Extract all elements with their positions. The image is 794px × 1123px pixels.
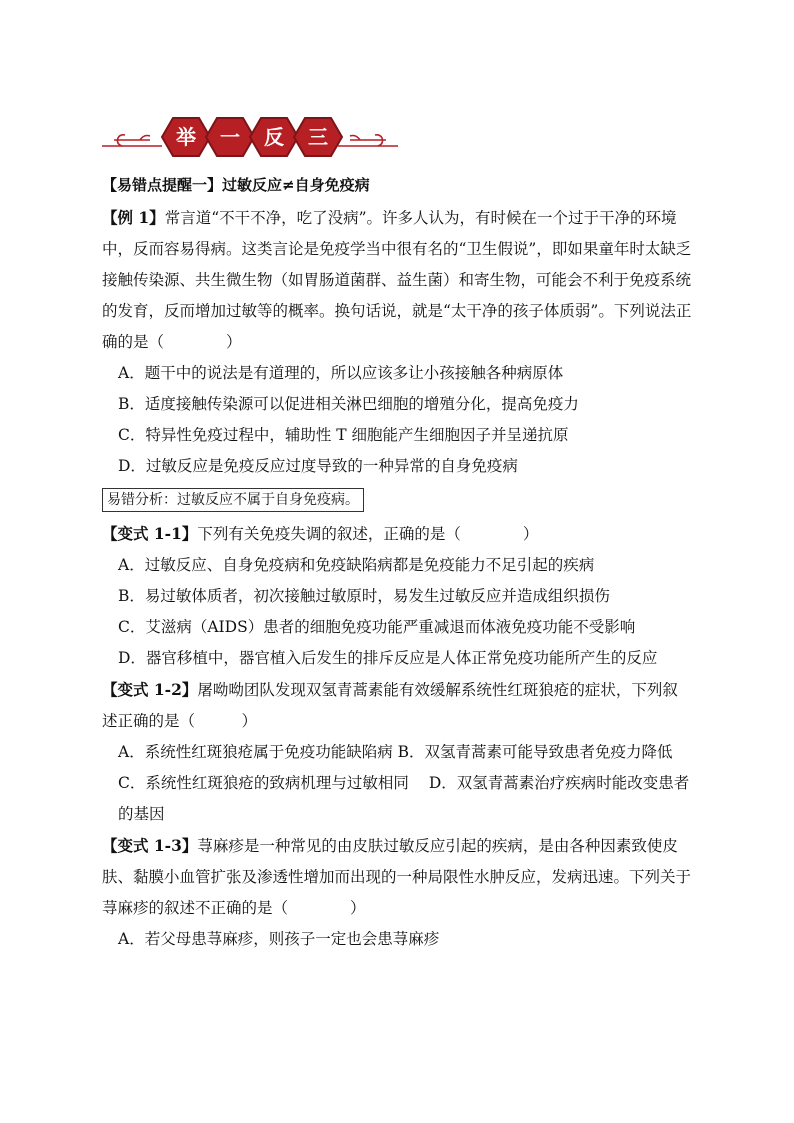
option-c: C．系统性红斑狼疮的致病机理与过敏相同 (118, 774, 409, 792)
banner-char-2: 一 (220, 125, 240, 149)
option-c: C．特异性免疫过程中，辅助性 T 细胞能产生细胞因子并呈递抗原 (118, 426, 569, 444)
left-ornament (102, 135, 162, 146)
option-c: C．艾滋病（AIDS）患者的细胞免疫功能严重减退而体液免疫功能不受影响 (118, 618, 636, 636)
question-tag: 【变式 1-3】 (102, 836, 198, 855)
banner-char-3: 反 (264, 125, 284, 149)
question-stem (102, 518, 692, 550)
option-d: D．器官移植中，器官植入后发生的排斥反应是人体正常免疫功能所产生的反应 (118, 649, 658, 667)
question-tag: 【例 1】 (102, 208, 165, 227)
banner-graphic (100, 112, 400, 162)
question-stem (102, 202, 692, 358)
variant-1-2 (102, 674, 692, 830)
option-d: D．双氢青蒿素治疗疾病时能改变患者的基因 (118, 774, 690, 823)
option-a: A．过敏反应、自身免疫病和免疫缺陷病都是免疫能力不足引起的疾病 (118, 556, 595, 574)
option-b: B．双氢青蒿素可能导致患者免疫力降低 (397, 743, 673, 761)
example-1 (102, 202, 692, 482)
question-text: 下列有关免疫失调的叙述，正确的是（ ） (197, 525, 539, 543)
question-text: 常言道“不干不净，吃了没病”。许多人认为，有时候在一个过于干净的环境中，反而容易得病。这类言论是免疫学当中很有名的“卫生假说”，即如果童年时太缺乏接触传染源、共生微生物（如胃肠道菌群、益生菌）和寄生物，可能会不利于免疫系统的发育，反而增加过敏等的概率。换句话说，就是“太干净的孩子体质弱”。下列说法正确的是（ ） (102, 209, 692, 351)
banner-char-4: 三 (308, 125, 328, 149)
option-a: A．题干中的说法是有道理的，所以应该多让小孩接触各种病原体 (118, 364, 564, 382)
banner-char-1: 举 (176, 125, 196, 149)
option-a: A．若父母患荨麻疹，则孩子一定也会患荨麻疹 (118, 930, 440, 948)
question-text: 荨麻疹是一种常见的由皮肤过敏反应引起的疾病，是由各种因素致使皮肤、黏膜小血管扩张及渗透性增加而出现的一种局限性水肿反应，发病迅速。下列关于荨麻疹的叙述不正确的是（ ） (102, 837, 692, 917)
variant-1-1 (102, 518, 692, 674)
option-d: D．过敏反应是免疫反应过度导致的一种异常的自身免疫病 (118, 457, 518, 475)
right-ornament (338, 135, 398, 146)
question-text: 屠呦呦团队发现双氢青蒿素能有效缓解系统性红斑狼疮的症状，下列叙述正确的是（ ） (102, 681, 678, 730)
question-tag: 【变式 1-2】 (102, 680, 198, 699)
option-row-cd (102, 768, 692, 830)
option-b: B．易过敏体质者，初次接触过敏原时，易发生过敏反应并造成组织损伤 (118, 587, 610, 605)
variant-1-3 (102, 830, 692, 955)
section-heading: 【易错点提醒一】过敏反应≠自身免疫病 (102, 176, 370, 194)
question-tag: 【变式 1-1】 (102, 524, 198, 543)
question-stem (102, 830, 692, 924)
document-body (102, 174, 692, 955)
error-analysis-box: 易错分析：过敏反应不属于自身免疫病。 (102, 488, 364, 512)
section-banner (100, 112, 400, 162)
option-a: A．系统性红斑狼疮属于免疫功能缺陷病 (118, 743, 393, 761)
option-b: B．适度接触传染源可以促进相关淋巴细胞的增殖分化，提高免疫力 (118, 395, 579, 413)
option-row-ab (102, 737, 692, 768)
question-stem (102, 674, 692, 737)
